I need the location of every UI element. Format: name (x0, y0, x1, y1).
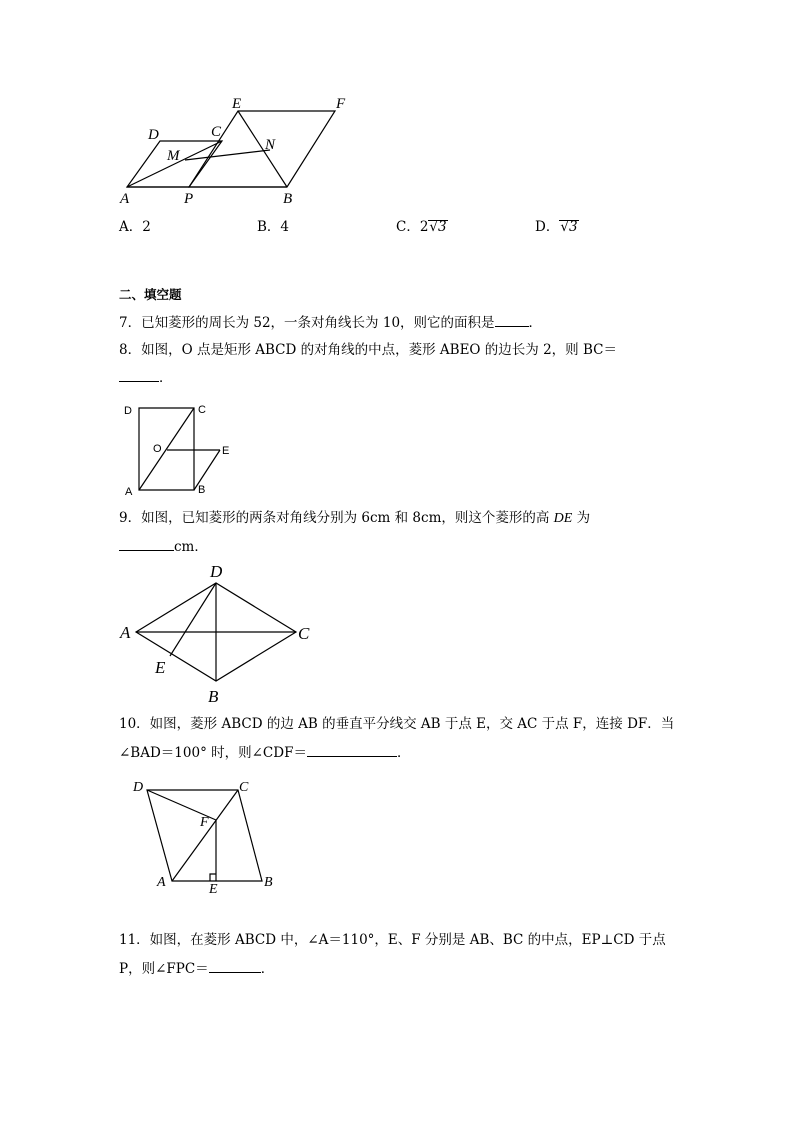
label-c: C (198, 404, 206, 416)
question-11-line1: 11．如图，在菱形 ABCD 中，∠A＝110°，E、F 分别是 AB、BC 的中点，EP⊥CD 于点 (119, 932, 666, 948)
diagonal-ac (172, 790, 238, 881)
option-d-prefix: D． (535, 219, 560, 235)
sqrt-symbol: √3 (560, 219, 578, 235)
label-d: D (148, 127, 159, 143)
sqrt-symbol: √3 (429, 219, 447, 235)
label-f: F (336, 96, 346, 112)
label-e: E (209, 882, 218, 897)
label-b: B (208, 687, 219, 706)
question-11-line2: P，则∠FPC＝ ． (119, 961, 275, 977)
label-b: B (264, 875, 273, 890)
question-8-answer: ． (119, 368, 173, 387)
question-10-line2: ∠BAD＝100° 时，则∠CDF＝ ． (119, 745, 411, 761)
label-a: A (157, 875, 166, 890)
label-d: D (133, 780, 144, 795)
label-b: B (283, 191, 293, 207)
question-9: 9．如图，已知菱形的两条对角线分别为 6cm 和 8cm，则这个菱形的高 DE 为 (119, 510, 591, 526)
answer-blank-11[interactable] (209, 959, 261, 973)
question-8: 8．如图，O 点是矩形 ABCD 的对角线的中点，菱形 ABEO 的边长为 2，则 BC＝ (119, 342, 617, 358)
label-c: C (239, 780, 249, 795)
label-b: B (198, 484, 206, 496)
section-title: 二、填空题 (119, 287, 182, 302)
label-f: F (200, 815, 209, 830)
label-d: D (124, 405, 132, 417)
label-e: E (222, 445, 230, 457)
option-b[interactable]: B．4 (257, 219, 290, 235)
question-9-answer: cm． (119, 537, 208, 556)
option-c-prefix: C．2 (396, 219, 429, 235)
label-n: N (265, 137, 276, 153)
option-a[interactable]: A．2 (119, 219, 151, 235)
label-c: C (298, 624, 310, 643)
label-a: A (120, 191, 130, 207)
label-a: A (120, 623, 131, 642)
label-c: C (211, 124, 222, 140)
label-p: P (184, 191, 194, 207)
label-d: D (210, 562, 223, 581)
label-e: E (232, 96, 242, 112)
label-a: A (125, 486, 133, 498)
label-o: O (153, 443, 162, 455)
label-e: E (155, 658, 166, 677)
question-10-line1: 10．如图，菱形 ABCD 的边 AB 的垂直平分线交 AB 于点 E，交 AC 于点 F，连接 DF．当 (119, 716, 675, 732)
question-7: 7．已知菱形的周长为 52，一条对角线长为 10，则它的面积是 ． (119, 315, 543, 331)
right-angle-mark (210, 874, 216, 881)
label-m: M (167, 148, 180, 164)
